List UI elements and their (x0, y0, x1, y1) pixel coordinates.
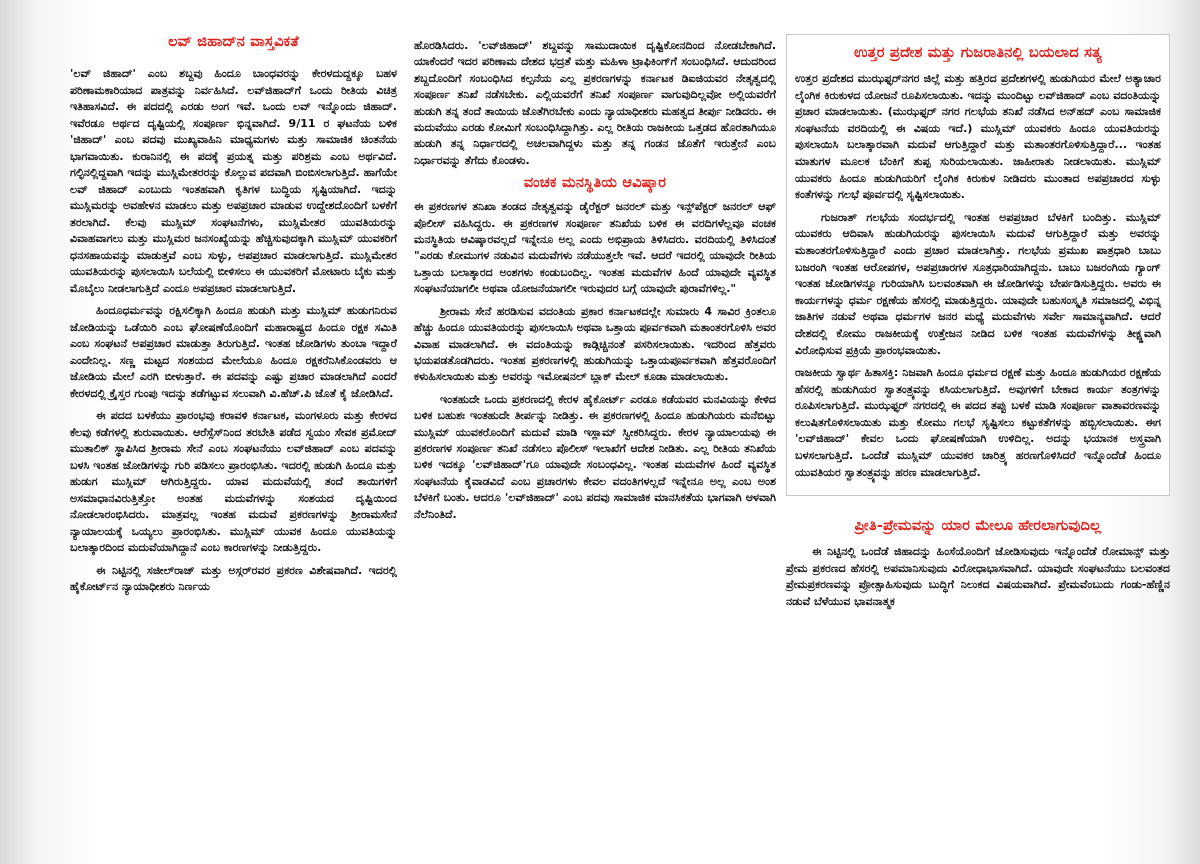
column-2-heading: ವಂಚಕ ಮನಸ್ಥಿತಿಯ ಆವಿಷ್ಕಾರ (523, 175, 667, 192)
column-3-box (786, 34, 1170, 496)
political-text: ನಿಜವಾಗಿ ಹಿಂದೂ ಧರ್ಮದ ರಕ್ಷಣೆ ಮತ್ತು ಹಿಂದೂ ಹುಡುಗಿಯರ ರಕ್ಷಣೆಯ ಹೆಸರಲ್ಲಿ ಹುಡುಗಿಯರ ಸ್ವಾತಂತ್ರ್ಯವನ್ನು ಕಸಿಯಲಾಗುತ್ತಿದೆ. ಅವುಗಳಿಗೆ ಬೇಕಾದ ಕಾರ್ಯ ತಂತ್ರಗಳನ್ನು ರೂಪಿಸಲಾಗುತ್ತಿದೆ. ಮುಝಫ್ಫರ್ ನಗರದಲ್ಲಿ ಈ ಪದದ ತಪ್ಪು ಬಳಕೆ ಮಾಡಿ ಸಂಪೂರ್ಣ ವಾತಾವರಣವನ್ನು ಕಲುಷಿತಗೊಳಿಸಲಾಯಿತು ಮತ್ತು ಕೋಮು ಗಲಭೆ ಸೃಷ್ಟಿಸಲು ಕಟ್ಟುಕತೆಗಳನ್ನು ಹಬ್ಬಿಸಲಾಯಿತು. ಈಗ 'ಲವ್‌ಜಿಹಾದ್' ಕೇವಲ ಒಂದು ಘೋಷಣೆಯಾಗಿ ಉಳಿದಿಲ್ಲ. ಅದನ್ನು ಭಯಾನಕ ಅಸ್ತ್ರವಾಗಿ ಬಳಸಲಾಗುತ್ತಿದೆ. ಒಂದೆಡೆ ಮುಸ್ಲಿಮ್ ಯುವಕರ ಚಾರಿತ್ರ್ಯ ಹರಣಗೊಳಿಸಿದರೆ ಇನ್ನೊಂದೆಡೆ ಹಿಂದೂ ಯುವತಿಯರ ಸ್ವಾತಂತ್ರ್ಯವನ್ನು ಹರಣ ಮಾಡಲಾಗುತ್ತಿದೆ. (795, 366, 1161, 479)
column-1 (70, 34, 397, 602)
political-lead: ರಾಜಕೀಯ ಸ್ವಾರ್ಥ ಹಿತಾಸಕ್ತಿ: (795, 366, 899, 380)
column-3 (786, 34, 1170, 617)
column-3-political-paragraph (795, 365, 1161, 481)
column-2 (414, 38, 776, 529)
column-2-paragraph-3: ಇಂತಹುದೇ ಒಂದು ಪ್ರಕರಣದಲ್ಲಿ ಕೇರಳ ಹೈಕೋರ್ಟ್ ಎರಡೂ ಕಡೆಯವರ ಮನವಿಯನ್ನು ಕೇಳಿದ ಬಳಿಕ ಬಹುಶಃ ಇಂತಹುದೇ ತೀರ್ಪನ್ನು ನೀಡಿತ್ತು. ಈ ಪ್ರಕರಣಗಳಲ್ಲಿ ಹಿಂದೂ ಹುಡುಗಿಯರು ಮನೆಬಿಟ್ಟು ಮುಸ್ಲಿಮ್ ಯುವಕರೊಂದಿಗೆ ಮದುವೆ ಮಾಡಿ ಇಸ್ಲಾಮ್ ಸ್ವೀಕರಿಸಿದ್ದರು. ಕೇರಳ ನ್ಯಾಯಾಲಯವು ಈ ಪ್ರಕರಣಗಳ ಸಂಪೂರ್ಣ ತನಿಖೆ ನಡೆಸಲು ಪೊಲೀಸ್ ಇಲಾಖೆಗೆ ಆದೇಶ ನೀಡಿತು. ಎಲ್ಲ ರೀತಿಯ ತನಿಖೆಯ ಬಳಿಕ ಇದಕ್ಕೂ 'ಲವ್‌ಜಿಹಾದ್'ಗೂ ಯಾವುದೇ ಸಂಬಂಧವಿಲ್ಲ. ಇಂತಹ ಮದುವೆಗಳ ಹಿಂದೆ ವ್ಯವಸ್ಥಿತ ಸಂಘಟನೆಯ ಕೈವಾಡವಿದೆ ಎಂಬ ಪ್ರಚಾರಗಳು ಕೇವಲ ವದಂತಿಗಳಲ್ಲದೆ ಇನ್ನೇನೂ ಅಲ್ಲ ಎಂಬ ಅಂಶ ಬೆಳಕಿಗೆ ಬಂತು. ಆದರೂ 'ಲವ್‌ಜಿಹಾದ್' ಎಂಬ ಪದವು ಸಾಮಾಜಿಕ ಮಾನಸಿಕತೆಯ ಭಾಗವಾಗಿ ಆಳವಾಗಿ ನೆಲೆನಿಂತಿದೆ. (414, 392, 776, 521)
column-3-paragraph-2: ಗುಜರಾತ್ ಗಲಭೆಯ ಸಂದರ್ಭದಲ್ಲಿ ಇಂತಹ ಅಪಪ್ರಚಾರ ಬೆಳಕಿಗೆ ಬಂದಿತ್ತು. ಮುಸ್ಲಿಮ್ ಯುವಕರು ಆದಿವಾಸಿ ಹುಡುಗಿಯರನ್ನು ಪುಸಲಾಯಿಸಿ ಮದುವೆ ಆಗುತ್ತಿದ್ದಾರೆ ಮತ್ತು ಅವರನ್ನು ಮತಾಂತರಗೊಳಿಸುತ್ತಿದ್ದಾರೆ ಎಂದು ಪ್ರಚಾರ ಮಾಡಲಾಗಿತ್ತು. ಗಲಭೆಯ ಪ್ರಮುಖ ಪಾತ್ರಧಾರಿ ಬಾಬು ಬಜರಂಗಿ ಇಂತಹ ಆರೋಪಗಳ, ಅಪಪ್ರಚಾರಗಳ ಸೂತ್ರಧಾರಿಯಾಗಿದ್ದನು. ಬಾಬು ಬಜರಂಗಿಯ ಗ್ಯಾಂಗ್ ಇಂತಹ ಜೋಡಿಗಳನ್ನೂ ಗುರಿಯಾಗಿಸಿ ಬಲವಂತವಾಗಿ ಈ ಜೋಡಿಗಳನ್ನು ಬೇರ್ಪಡಿಸುತ್ತಿದ್ದರು. ಅವರು ಈ ಕಾರ್ಯಗಳನ್ನು ಧರ್ಮ ರಕ್ಷಣೆಯ ಹೆಸರಲ್ಲಿ ಮಾಡುತ್ತಿದ್ದರು. ಯಾವುದೇ ಬಹುಸಂಸ್ಕೃತಿ ಸಮಾಜದಲ್ಲಿ ವಿಭಿನ್ನ ಜಾತಿಗಳ ನಡುವೆ ಅಥವಾ ಧರ್ಮಗಳ ಜನರ ಮಧ್ಯೆ ಮದುವೆಗಳು ಸರ್ವೇ ಸಾಮಾನ್ಯವಾಗಿದೆ. ಆದರೆ ದೇಶದಲ್ಲಿ ಕೋಮು ರಾಜಕೀಯಕ್ಕೆ ಉತ್ತೇಜನ ನೀಡಿದ ಬಳಿಕ ಇಂತಹ ಮದುವೆಗಳನ್ನು ತೀಕ್ಷ್ಣವಾಗಿ ವಿರೋಧಿಸುವ ಪ್ರಕ್ರಿಯೆ ಪ್ರಾರಂಭವಾಯಿತು. (795, 210, 1161, 357)
column-3-heading-2: ಪ್ರೀತಿ-ಪ್ರೇಮವನ್ನು ಯಾರ ಮೇಲೂ ಹೇರಲಾಗುವುದಿಲ್ಲ (854, 518, 1102, 535)
column-1-paragraph-2: ಹಿಂದೂಧರ್ಮವನ್ನು ರಕ್ಷಿಸಲಿಕ್ಕಾಗಿ ಹಿಂದೂ ಹುಡುಗಿ ಮತ್ತು ಮುಸ್ಲಿಮ್ ಹುಡುಗನಿರುವ ಜೋಡಿಯನ್ನು ಒಡೆಯಿರಿ ಎಂಬ ಘೋಷಣೆಯೊಂದಿಗೆ ಮಹಾರಾಷ್ಟ್ರದ ಹಿಂದೂ ರಕ್ಷಕ ಸಮಿತಿ ಎಂಬ ಸಂಘಟನೆ ಅಪಪ್ರಚಾರ ಮಾಡುತ್ತಾ ತಿರುಗುತ್ತಿದೆ. ಇಂತಹ ಜೋಡಿಗಳು ತುಂಬಾ ಇದ್ದಾರೆ ಎಂದೇನಿಲ್ಲ. ಸಣ್ಣ ಮಟ್ಟದ ಸಂಶಯದ ಮೇಲೆಯೂ ಹಿಂದೂ ರಕ್ಷಕರೆನಿಸಿಕೊಂಡವರು ಆ ಜೋಡಿಯ ಮೇಲೆ ಎರಗಿ ಬೀಳುತ್ತಾರೆ. ಈ ಪದವನ್ನು ಎಷ್ಟು ಪ್ರಚಾರ ಮಾಡಲಾಗಿದೆ ಎಂದರೆ ಕೇರಳದಲ್ಲಿ ಕ್ರೈಸ್ತರ ಗುಂಪು ಇದನ್ನು ತಡೆಗಟ್ಟುವ ಸಲುವಾಗಿ ವಿ.ಹೆಚ್.ಪಿ ಜೊತೆ ಕೈ ಜೋಡಿಸಿದೆ. (70, 304, 397, 400)
column-3-paragraph-3: ಈ ನಿಟ್ಟಿನಲ್ಲಿ ಒಂದೆಡೆ ಜಿಹಾದನ್ನು ಹಿಂಸೆಯೊಂದಿಗೆ ಜೋಡಿಸುವುದು ಇನ್ನೊಂದೆಡೆ ರೋಮಾನ್ಸ್ ಮತ್ತು ಪ್ರೇಮ ಪ್ರಕರಣದ ಹೆಸರಲ್ಲಿ ಅಪಮಾನಿಸುವುದು ವಿರೋಧಾಭಾಸವಾಗಿದೆ. ಯಾವುದೇ ಸಂಘಟನೆಯು ಬಲವಂತದ ಪ್ರೇಮಪ್ರಕರಣವನ್ನು ಪ್ರೋತ್ಸಾಹಿಸುವುದು ಬುದ್ಧಿಗೆ ನಿಲುಕದ ವಿಷಯವಾಗಿದೆ. ಪ್ರೇಮವೆಂಬುದು ಗಂಡು-ಹೆಣ್ಣಿನ ನಡುವೆ ಬೆಳೆಯುವ ಭಾವನಾತ್ಮಕ (786, 545, 1170, 609)
column-1-paragraph-3: ಈ ಪದದ ಬಳಕೆಯು ಪ್ರಾರಂಭವು ಕರಾವಳಿ ಕರ್ನಾಟಕ, ಮಂಗಳೂರು ಮತ್ತು ಕೇರಳದ ಕೆಲವು ಕಡೆಗಳಲ್ಲಿ ಶುರುವಾಯಿತು. ಆರೆಸ್ಸೆಸ್‌ನಿಂದ ತರಬೇತಿ ಪಡೆದ ಸ್ವಯಂ ಸೇವಕ ಪ್ರಮೋದ್ ಮುತಾಲಿಕ್ ಸ್ಥಾಪಿಸಿದ ಶ್ರೀರಾಮ ಸೇನೆ ಎಂಬ ಸಂಘಟನೆಯು ಲವ್‌ಜಿಹಾದ್ ಎಂಬ ಪದವನ್ನು ಬಳಸಿ ಇಂತಹ ಜೋಡಿಗಳನ್ನು ಗುರಿ ಪಡಿಸಲು ಪ್ರಾರಂಭಿಸಿತು. ಇದರಲ್ಲಿ ಹುಡುಗಿ ಹಿಂದೂ ಮತ್ತು ಹುಡುಗ ಮುಸ್ಲಿಮ್ ಆಗಿರುತ್ತಿದ್ದರು. ಯಾವ ಮದುವೆಯಲ್ಲಿ ತಂದೆ ತಾಯಿಗಳಿಗೆ ಅಸಮಾಧಾನವಿರುತ್ತಿತ್ತೋ ಅಂತಹ ಮದುವೆಗಳನ್ನು ಸಂಶಯದ ದೃಷ್ಟಿಯಿಂದ ನೋಡಲಾರಂಭಿಸಿದರು. ಮಾತ್ರವಲ್ಲ ಇಂತಹ ಮದುವೆ ಪ್ರಕರಣಗಳನ್ನು ಶ್ರೀರಾಮಸೇನೆ ನ್ಯಾಯಾಲಯಕ್ಕೆ ಒಯ್ಯಲು ಪ್ರಾರಂಭಿಸಿತು. ಮುಸ್ಲಿಮ್ ಯುವಕ ಹಿಂದೂ ಯುವತಿಯನ್ನು ಬಲಾತ್ಕಾರದಿಂದ ಮದುವೆಯಾಗಿದ್ದಾನೆ ಎಂಬ ಕಾರಣಗಳನ್ನು ನೀಡುತ್ತಿದ್ದರು. (70, 409, 397, 554)
column-1-paragraph-1: 'ಲವ್ ಜಿಹಾದ್' ಎಂಬ ಶಬ್ದವು ಹಿಂದೂ ಬಾಂಧವರನ್ನು ಕೇರಳದುದ್ದಕ್ಕೂ ಬಹಳ ಪರಿಣಾಮಕಾರಿಯಾದ ಪಾತ್ರವನ್ನು ನಿರ್ವಹಿಸಿದೆ. ಲವ್‌ಜಿಹಾದ್‌ಗೆ ಒಂದು ರೀತಿಯ ವಿಚಿತ್ರ ಇತಿಹಾಸವಿದೆ. ಈ ಪದದಲ್ಲಿ ಎರಡು ಅಂಗ ಇವೆ. ಒಂದು ಲವ್ ಇನ್ನೊಂದು ಜಿಹಾದ್. ಇವೆರಡೂ ಅರ್ಥದ ದೃಷ್ಟಿಯಲ್ಲಿ ಸಂಪೂರ್ಣ ಭಿನ್ನವಾಗಿದೆ. 9/11 ರ ಘಟನೆಯ ಬಳಿಕ 'ಜಿಹಾದ್' ಎಂಬ ಪದವು ಮುಖ್ಯವಾಹಿನಿ ಮಾಧ್ಯಮಗಳು ಮತ್ತು ಸಾಮಾಜಿಕ ಚಿಂತನೆಯ ಭಾಗವಾಯಿತು. ಕುರಾನಿನಲ್ಲಿ ಈ ಪದಕ್ಕೆ ಪ್ರಯತ್ನ ಮತ್ತು ಪರಿಶ್ರಮ ಎಂಬ ಅರ್ಥವಿದೆ. ಗಲ್ಫಿನಲ್ಲಿದ್ದವಾಗಿ ಇದನ್ನು ಮುಸ್ಲಿಮೇತರರನ್ನು ಕೊಲ್ಲುವ ಪದವಾಗಿ ಬಿಂಬಿಸಲಾಗುತ್ತಿದೆ. ಹಾಗೆಯೇ ಲವ್ ಜಿಹಾದ್ ಎಂಬುದು ಇಂತಹವಾಗಿ ಕೃತಿಗಳ ಬುದ್ಧಿಯ ಸೃಷ್ಟಿಯಾಗಿದೆ. ಇದನ್ನು ಮುಸ್ಲಿಮರನ್ನು ಅವಹೇಳನ ಮಾಡಲು ಮತ್ತು ಅಪಪ್ರಚಾರ ಮಾಡುವ ಉದ್ದೇಶದೊಂದಿಗೆ ಬಳಕೆಗೆ ತರಲಾಗಿದೆ. ಕೆಲವು ಮುಸ್ಲಿಮ್ ಸಂಘಟನೆಗಳು, ಮುಸ್ಲಿಮೇತರ ಯುವತಿಯರನ್ನು ವಿವಾಹವಾಗಲು ಮತ್ತು ಮುಸ್ಲಿಮರ ಜನಸಂಖ್ಯೆಯನ್ನು ಹೆಚ್ಚಿಸುವುದಕ್ಕಾಗಿ ಮುಸ್ಲಿಮ್ ಯುವಕರಿಗೆ ಧನಸಹಾಯವನ್ನು ಮಾಡುತ್ತವೆ ಎಂಬ ಸುಳ್ಳು, ಅಪಪ್ರಚಾರ ಮಾಡಲಾಗುತ್ತಿದೆ. ಮುಸ್ಲಿಮೇತರ ಯುವತಿಯರನ್ನು ಪುಸಲಾಯಿಸಿ ಬಲೆಯಲ್ಲಿ ಬೀಳಿಸಲು ಈ ಯುವಕರಿಗೆ ಮೋಟಾರು ಬೈಕು ಮತ್ತು ಮೊಬೈಲು ನೀಡಲಾಗುತ್ತಿದೆ ಎಂದೂ ಅಪಪ್ರಚಾರ ಮಾಡಲಾಗುತ್ತಿದೆ. (70, 67, 397, 295)
column-2-intro-paragraph: ಹೊರಡಿಸಿದರು. 'ಲವ್‌ಜಿಹಾದ್' ಶಬ್ದವನ್ನು ಸಾಮುದಾಯಿಕ ದೃಷ್ಟಿಕೋನದಿಂದ ನೋಡಬೇಕಾಗಿದೆ. ಯಾಕೆಂದರೆ ಇದರ ಪರಿಣಾಮ ದೇಶದ ಭದ್ರತೆ ಮತ್ತು ಮಹಿಳಾ ಟ್ರಾಫಿಕಿಂಗ್‌ಗೆ ಸಂಬಂಧಿಸಿದೆ. ಆದುದರಿಂದ ಶಬ್ದದೊಂದಿಗೆ ಸಂಬಂಧಿಸಿದ ಕಲ್ಪನೆಯ ಎಲ್ಲ ಪ್ರಕರಣಗಳನ್ನು ಕರ್ನಾಟಕ ಡಿಐಜಿಯವರ ನೇತೃತ್ವದಲ್ಲಿ ಸಂಪೂರ್ಣ ತನಿಖೆ ನಡೆಸಬೇಕು. ಎಲ್ಲಿಯವರೆಗೆ ತನಿಖೆ ಸಂಪೂರ್ಣ ವಾಗುವುದಿಲ್ಲವೋ ಅಲ್ಲಿಯವರೆಗೆ ಹುಡುಗಿ ತನ್ನ ತಂದೆ ತಾಯಿಯ ಜೊತೆಗಿರಬೇಕು ಎಂದು ನ್ಯಾಯಾಧೀಶರು ಮಹತ್ವದ ತೀರ್ಪು ನೀಡಿದರು. ಈ ಮದುವೆಯು ಎರಡು ಕೋಮಿಗೆ ಸಂಬಂಧಿಸಿದ್ದಾಗಿತ್ತು. ಎಲ್ಲ ರೀತಿಯ ರಾಜಕೀಯ ಒತ್ತಡದ ಹೊರತಾಗಿಯೂ ಹುಡುಗಿ ತನ್ನ ನಿರ್ಧಾರದಲ್ಲಿ ಅಚಲವಾಗಿದ್ದಳು ಮತ್ತು ತನ್ನ ಗಂಡನ ಜೊತೆಗೆ ಇರುತ್ತೇನೆ ಎಂಬ ನಿರ್ಧಾರವನ್ನು ತೆಗೆದು ಕೊಂಡಳು. (414, 39, 776, 167)
column-2-paragraph-1: ಈ ಪ್ರಕರಣಗಳ ತನಿಖಾ ತಂಡದ ನೇತೃತ್ವವನ್ನು ಡೈರೆಕ್ಟರ್ ಜನರಲ್ ಮತ್ತು ಇನ್ಸ್‌ಪೆಕ್ಟರ್ ಜನರಲ್ ಆಫ್ ಪೊಲೀಸ್ ವಹಿಸಿದ್ದರು. ಈ ಪ್ರಕರಣಗಳ ಸಂಪೂರ್ಣ ತನಿಖೆಯ ಬಳಿಕ ಈ ವರದಿಗಳೆಲ್ಲವೂ ವಂಚಕ ಮನಸ್ಥಿತಿಯ ಆವಿಷ್ಕಾರವಲ್ಲದೆ ಇನ್ನೇನೂ ಅಲ್ಲ ಎಂದು ಅಭಿಪ್ರಾಯ ತಿಳಿಸಿದರು. ವರದಿಯಲ್ಲಿ ತಿಳಿಸಿದಂತೆ "ಎರಡು ಕೋಮುಗಳ ನಡುವಿನ ಮದುವೆಗಳು ನಡೆಯುತ್ತಲೇ ಇವೆ. ಆದರೆ ಇದರಲ್ಲಿ ಯಾವುದೇ ರೀತಿಯ ಒತ್ತಾಯ ಬಲಾತ್ಕಾರದ ಅಂಶಗಳು ಕಂಡುಬಂದಿಲ್ಲ. ಇಂತಹ ಮದುವೆಗಳ ಹಿಂದೆ ಯಾವುದೇ ವ್ಯವಸ್ಥಿತ ಸಂಘಟನೆಯಾಗಲೀ ಅಥವಾ ಯೋಜನೆಯಾಗಲೀ ಇರುವುದರ ಬಗ್ಗೆ ಯಾವುದೇ ಪುರಾವೆಗಳಿಲ್ಲ." (414, 200, 777, 296)
column-1-paragraph-4: ಈ ನಿಟ್ಟಿನಲ್ಲಿ ಸಜೀಲ್‌ರಾಜ್ ಮತ್ತು ಅಸ್ಗರ್‌ರವರ ಪ್ರಕರಣ ವಿಶೇಷವಾಗಿದೆ. ಇದರಲ್ಲಿ ಹೈಕೋರ್ಟ್‌ನ ನ್ಯಾಯಾಧೀಶರು ನಿರ್ಣಯ (70, 563, 397, 593)
column-2-paragraph-2: ಶ್ರೀರಾಮ ಸೇನೆ ಹರಡಿಸುವ ವದಂತಿಯ ಪ್ರಕಾರ ಕರ್ನಾಟಕದಲ್ಲೇ ಸುಮಾರು 4 ಸಾವಿರ ಕ್ರಿಂತಲೂ ಹೆಚ್ಚು ಹಿಂದೂ ಯುವತಿಯರನ್ನು ಪುಸಲಾಯಿಸಿ ಅಥವಾ ಒತ್ತಾಯ ಪೂರ್ವಕವಾಗಿ ಮತಾಂತರಗೊಳಿಸಿ ಅವರ ವಿವಾಹ ಮಾಡಲಾಗಿದೆ. ಈ ವದಂತಿಯನ್ನು ಕಾಡ್ಗಿಚ್ಚಿನಂತೆ ಪಸರಿಸಲಾಯಿತು. ಇದರಿಂದ ಹೆತ್ತವರು ಭಯಪಡತೊಡಗಿದರು. ಇಂತಹ ಪ್ರಕರಣಗಳಲ್ಲಿ ಹುಡುಗಿಯನ್ನು ಒತ್ತಾಯಪೂರ್ವಕವಾಗಿ ಹೆತ್ತವರೊಂದಿಗೆ ಕಳುಹಿಸಲಾಯಿತು ಮತ್ತು ಅವರನ್ನು ಇಮೋಷನಲ್ ಬ್ಲಾಕ್ ಮೇಲ್ ಕೂಡಾ ಮಾಡಲಾಯಿತು. (414, 304, 776, 384)
column-3-paragraph-1: ಉತ್ತರ ಪ್ರದೇಶದ ಮುಝಫ್ಫರ್‌ನಗರ ಜಿಲ್ಲೆ ಮತ್ತು ಹತ್ತಿರದ ಪ್ರದೇಶಗಳಲ್ಲಿ ಹುಡುಗಿಯರ ಮೇಲೆ ಅತ್ಯಾಚಾರ ಲೈಂಗಿಕ ಕಿರುಕುಳದ ಯೋಜನೆ ರೂಪಿಸಲಾಯಿತು. ಇದನ್ನು ಮುಂದಿಟ್ಟು ಲವ್‌ಜಿಹಾದ್ ಎಂಬ ವದಂತಿಯನ್ನು ಪ್ರಚಾರ ಮಾಡಲಾಯಿತು. (ಮುಝಫ್ಫರ್ ನಗರ ಗಲಭೆಯ ತನಿಖೆ ನಡೆಸಿದ ಅನ್‌ಹದ್ ಎಂಬ ಸಾಮಾಜಿಕ ಸಂಘಟನೆಯ ವರದಿಯಲ್ಲಿ ಈ ವಿಷಯ ಇದೆ.) ಮುಸ್ಲಿಮ್ ಯುವಕರು ಹಿಂದೂ ಯುವತಿಯರನ್ನು ಪುಸಲಾಯಿಸಿ ಬಲಾತ್ಕಾರವಾಗಿ ಮದುವೆ ಆಗುತ್ತಿದ್ದಾರೆ ಮತ್ತು ಮತಾಂತರಗೊಳಿಸುತ್ತಿದ್ದಾರೆ... ಇಂತಹ ಮಾತುಗಳ ಮೂಲಕ ಬೆಂಕಿಗೆ ತುಪ್ಪ ಸುರಿಯಲಾಯಿತು. ಜಾಹೀರಾತು ನೀಡಲಾಯಿತು. ಮುಸ್ಲಿಮ್ ಯುವಕರು ಹಿಂದೂ ಹುಡುಗಿಯರಿಗೆ ಲೈಂಗಿಕ ಕಿರುಕುಳ ನೀಡಿದರು ಮುಂತಾದ ಅಪಪ್ರಚಾರದ ಸುಳ್ಳು ಕಂತೆಗಳನ್ನು ಗಲಭೆ ಪೂರ್ವದಲ್ಲಿ ಸೃಷ್ಟಿಸಲಾಯಿತು. (795, 72, 1161, 202)
column-3-heading: ಉತ್ತರ ಪ್ರದೇಶ ಮತ್ತು ಗುಜರಾತಿನಲ್ಲಿ ಬಯಲಾದ ಸತ್ಯ (854, 45, 1102, 61)
column-1-heading: ಲವ್ ಜಿಹಾದ್‌ನ ವಾಸ್ತವಿಕತೆ (168, 34, 299, 50)
